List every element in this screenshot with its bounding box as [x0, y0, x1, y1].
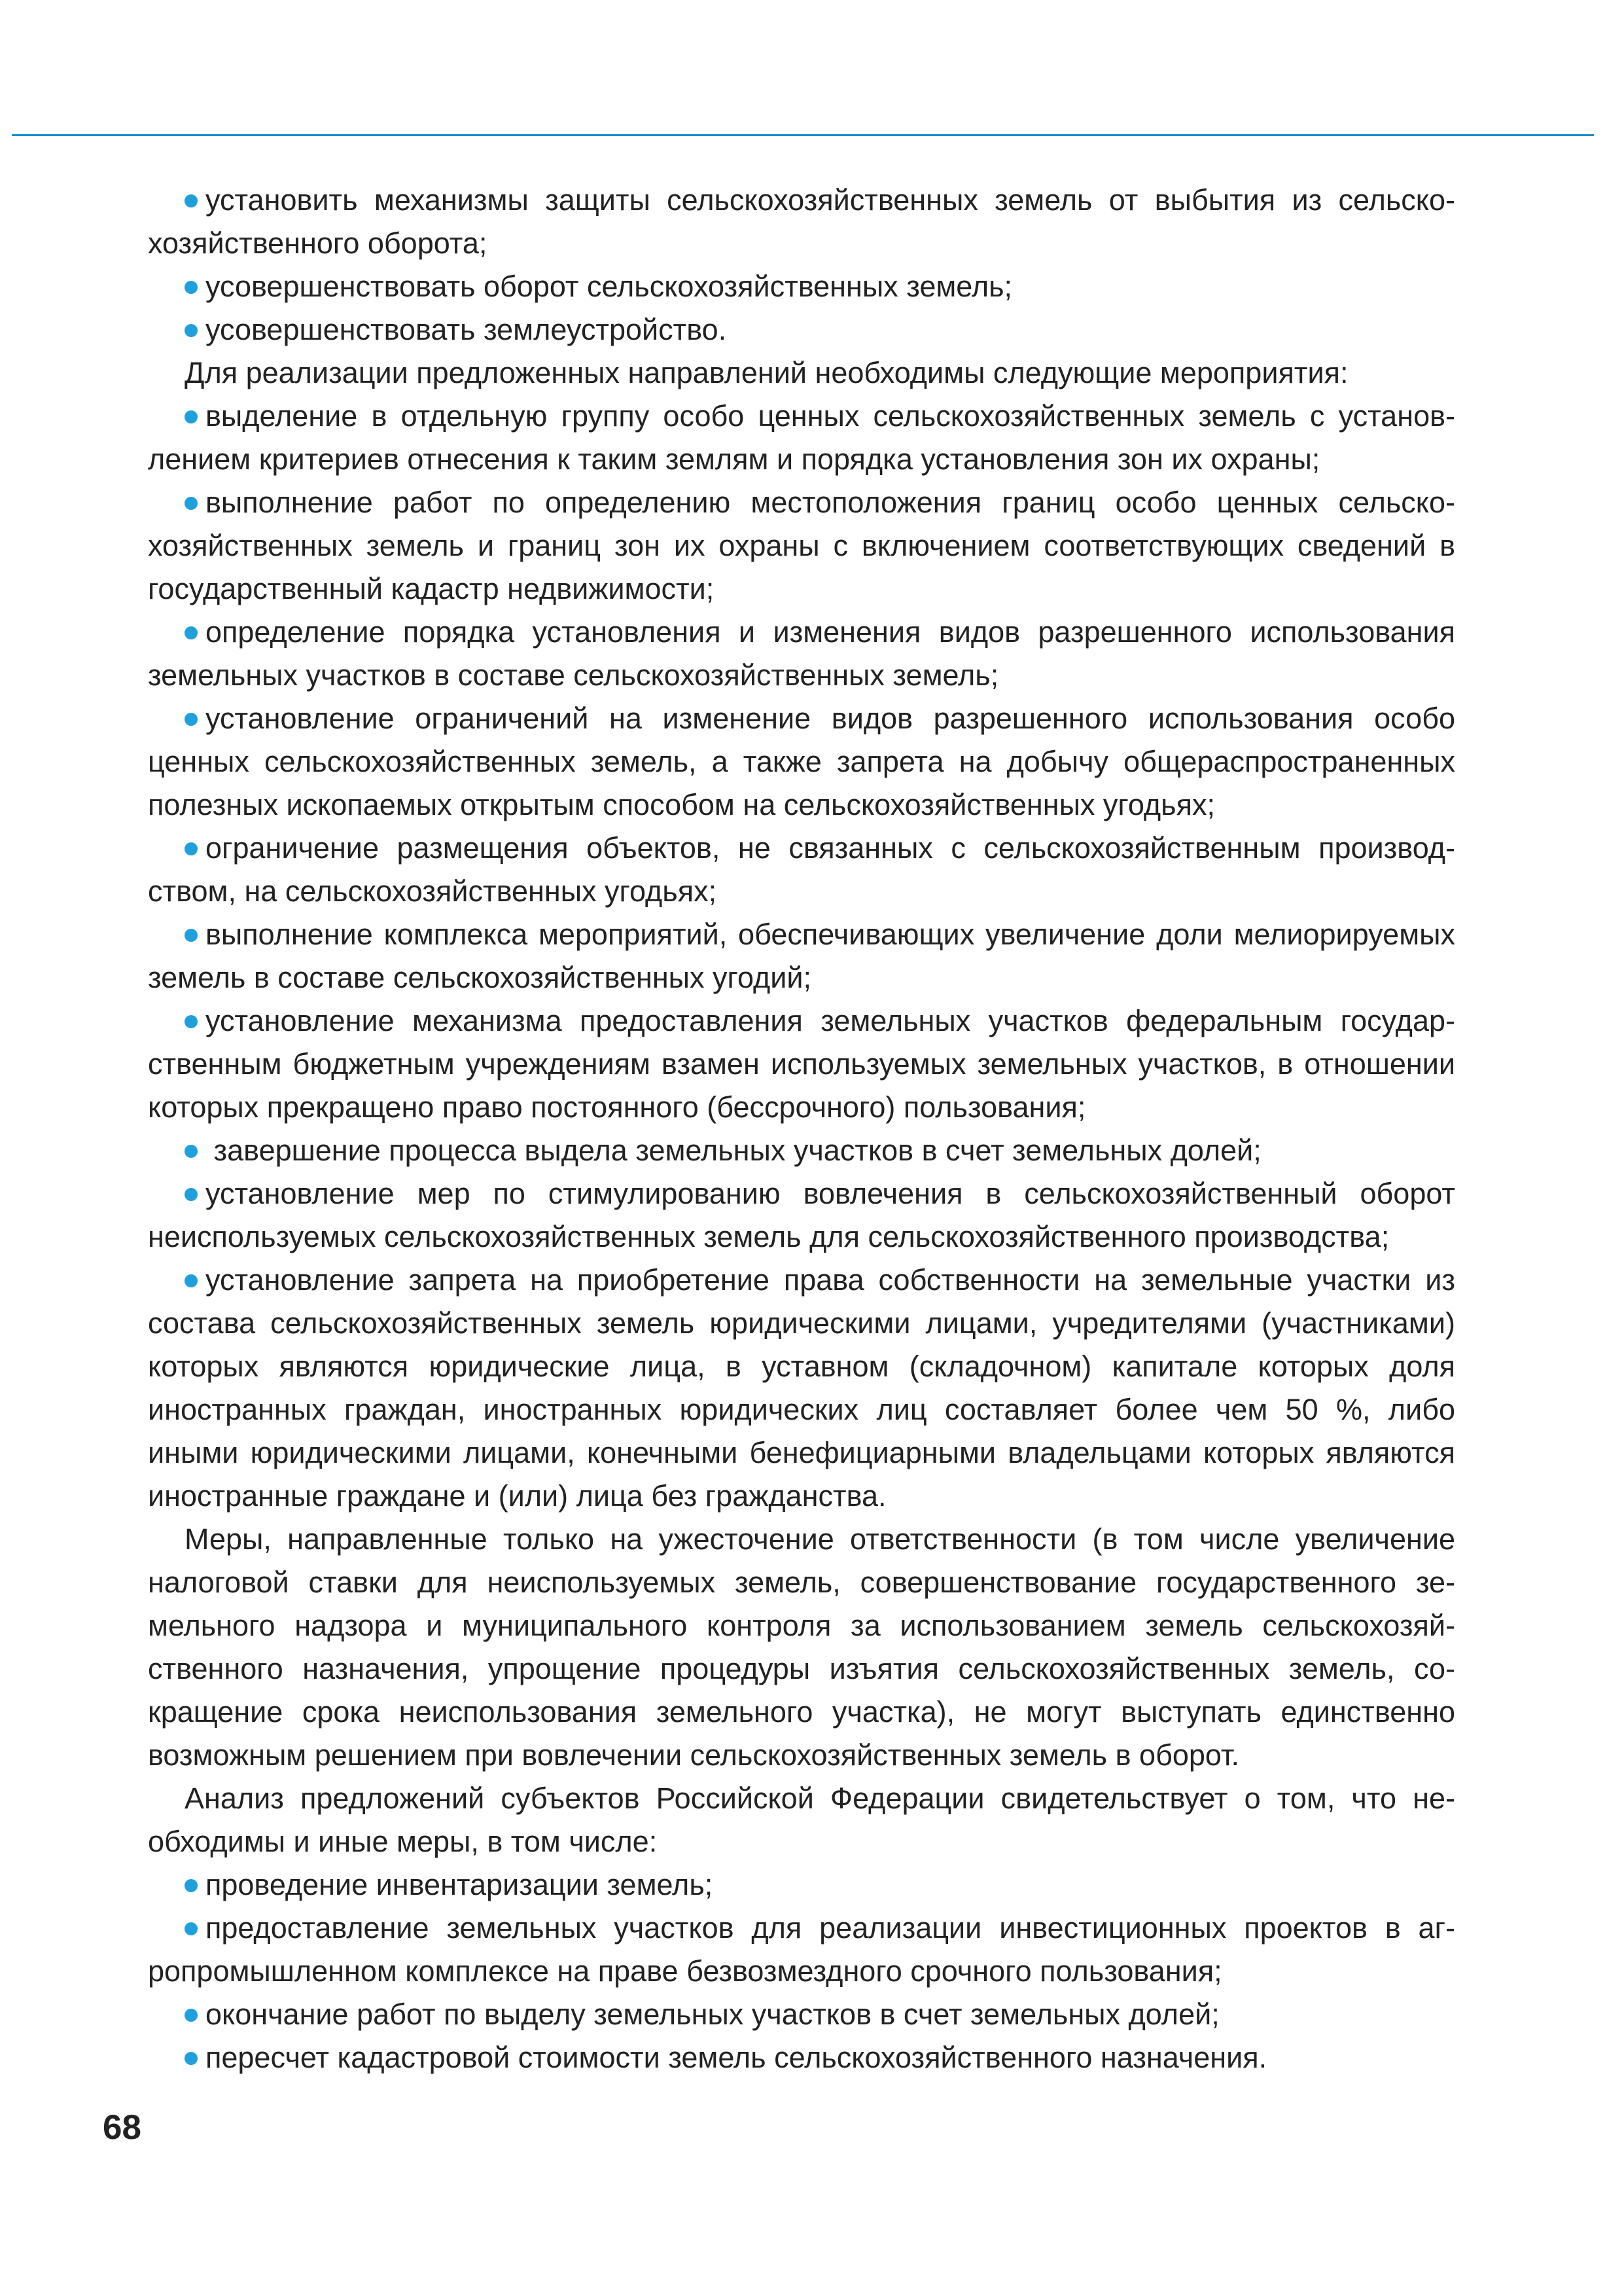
list-item — [148, 395, 1455, 481]
list-item — [148, 2036, 1455, 2079]
bullet-icon — [185, 2009, 198, 2022]
list-item — [148, 1863, 1455, 1907]
bullet-icon — [185, 2052, 198, 2065]
bullet-icon — [185, 281, 198, 294]
header-rule — [12, 134, 1594, 136]
list-item-text: определение порядка установления и изменения видов разрешенного использования земельных участков в составе сельскохозяйственных земель; — [148, 615, 1455, 692]
list-item-text: усовершенствовать оборот сельскохозяйственных земель; — [205, 270, 1013, 303]
list-item — [148, 179, 1455, 265]
bullet-icon — [185, 929, 198, 942]
list-item-text: выполнение работ по определению местоположения границ особо ценных сельскохозяйственных земель и границ зон их охраны с включением соответствующих сведений в государственный кадастр недвижимости; — [148, 486, 1455, 605]
list-item — [148, 1907, 1455, 1993]
bullet-icon — [185, 1015, 198, 1028]
list-item-text: усовершенствовать землеустройство. — [205, 313, 727, 346]
list-item — [148, 1129, 1455, 1172]
list-item-text: выполнение комплекса мероприятий, обеспечивающих увеличение доли мелиорируемых земель в составе сельскохозяйственных угодий; — [148, 918, 1455, 994]
list-item-text: пересчет кадастровой стоимости земель сельскохозяйственного назначения. — [205, 2041, 1267, 2074]
list-item-text: ограничение размещения объектов, не связанных с сельскохозяйственным производством, на сельскохозяйственных угодьях; — [148, 831, 1455, 908]
list-item-text: проведение инвентаризации земель; — [205, 1868, 713, 1901]
list-item — [148, 611, 1455, 697]
list-item — [148, 1172, 1455, 1259]
list-item-text: установить механизмы защиты сельскохозяйственных земель от выбытия из сельскохозяйственного оборота; — [148, 183, 1455, 260]
body-paragraph: Анализ предложений субъектов Российской Федерации свидетельствует о том, что необходимы и иные меры, в том числе: — [148, 1782, 1455, 1858]
bullet-icon — [185, 713, 198, 726]
list-item-text: окончание работ по выделу земельных участков в счет земельных долей; — [205, 1998, 1220, 2031]
list-item — [148, 999, 1455, 1129]
bullet-icon — [185, 1188, 198, 1201]
list-item-text: установление запрета на приобретение права собственности на земельные участки из состава сельскохозяйственных земель юридическими лицами, учредителями (участниками) которых являются юридические лица, в уставном (складочном) капитале которых доля иностранных граждан, иностранных юридических лиц составляет более чем 50 %, либо иными юридическими лицами, конечными бенефициарными владельцами которых являются иностранные граждане и (или) лица без гражданства. — [148, 1263, 1455, 1513]
list-item-text: установление ограничений на изменение видов разрешенного использования особо ценных сельскохозяйственных земель, а также запрета на добычу общераспространенных полезных ископаемых открытым способом на сельскохозяйственных угодьях; — [148, 702, 1455, 821]
list-item — [148, 697, 1455, 827]
list-item — [148, 1259, 1455, 1518]
list-item — [148, 1993, 1455, 2036]
bullet-icon — [185, 1879, 198, 1892]
bullet-icon — [185, 324, 198, 337]
list-item — [148, 265, 1455, 308]
bullet-icon — [185, 626, 198, 639]
list-item — [148, 308, 1455, 351]
page-body — [148, 179, 1455, 2079]
bullet-icon — [185, 1145, 198, 1158]
list-item — [148, 827, 1455, 913]
bullet-icon — [185, 842, 198, 855]
list-item — [148, 913, 1455, 999]
bullet-icon — [185, 1274, 198, 1287]
list-item-text: установление механизма предоставления земельных участков федеральным государственным бюджетным учреждениям взамен используемых земельных участков, в отношении которых прекращено право постоянного (бессрочного) пользования; — [148, 1004, 1455, 1124]
bullet-icon — [185, 497, 198, 510]
body-paragraph: Для реализации предложенных направлений необходимы следующие мероприятия: — [185, 356, 1349, 389]
bullet-icon — [185, 1922, 198, 1935]
body-paragraph: Меры, направленные только на ужесточение ответственности (в том числе увеличение налоговой ставки для неиспользуемых земель, совершенствование государственного земельного надзора и муниципального контроля за использованием земель сельскохозяйственного назначения, упрощение процедуры изъятия сельскохозяйственных земель, сокращение срока неиспользования земельного участка), не могут выступать единственно возможным решением при вовлечении сельскохозяйственных земель в оборот. — [148, 1522, 1455, 1772]
list-item-text: предоставление земельных участков для реализации инвестиционных проектов в агропромышленном комплексе на праве безвозмездного срочного пользования; — [148, 1911, 1455, 1988]
page-number: 68 — [103, 2108, 141, 2147]
bullet-icon — [185, 410, 198, 423]
list-item-text: выделение в отдельную группу особо ценных сельскохозяйственных земель с установлением критериев отнесения к таким землям и порядка установления зон их охраны; — [148, 399, 1455, 476]
list-item-text: завершение процесса выдела земельных участков в счет земельных долей; — [205, 1134, 1262, 1167]
bullet-icon — [185, 194, 198, 207]
list-item-text: установление мер по стимулированию вовлечения в сельскохозяйственный оборот неиспользуемых сельскохозяйственных земель для сельскохозяйственного производства; — [148, 1177, 1455, 1253]
list-item — [148, 481, 1455, 611]
